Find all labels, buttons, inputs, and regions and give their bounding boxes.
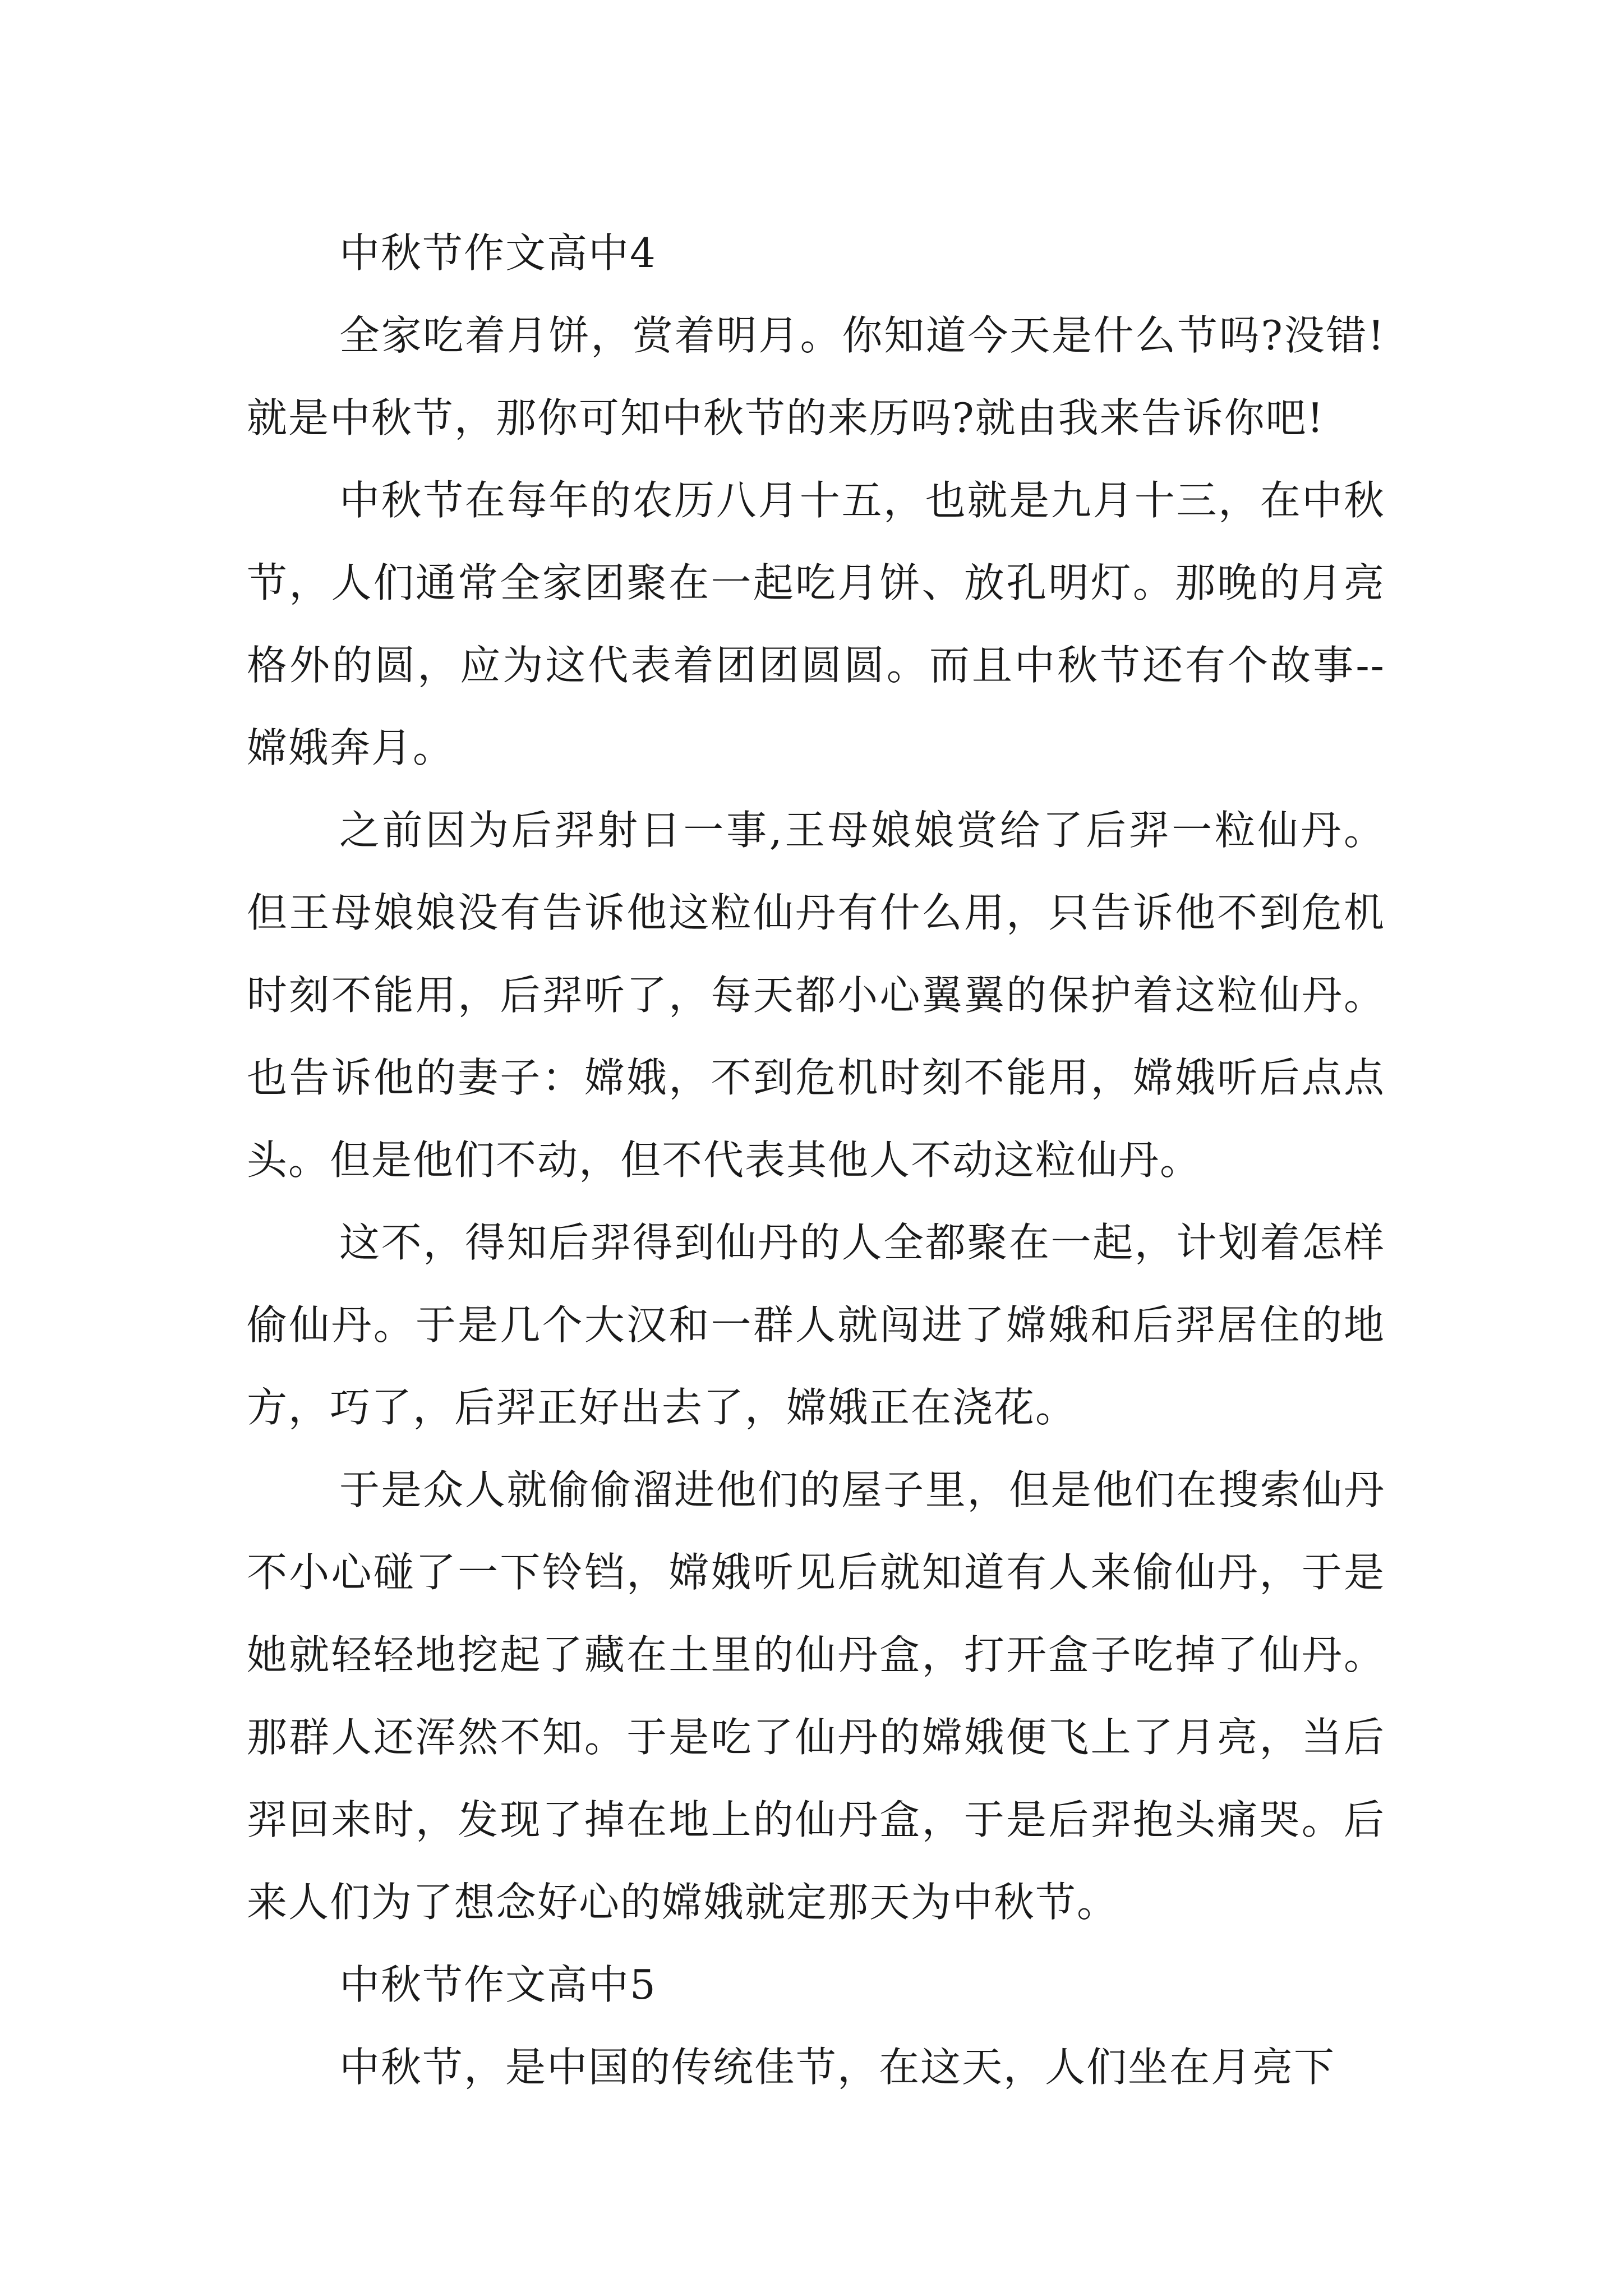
paragraph: 中秋节在每年的农历八月十五，也就是九月十三，在中秋节，人们通常全家团聚在一起吃月饼、放孔明灯。那晚的月亮格外的圆，应为这代表着团团圆圆。而且中秋节还有个故事--嫦娥奔月。 <box>247 477 1385 771</box>
section-heading: 中秋节作文高中4 <box>339 229 657 277</box>
paragraph: 之前因为后羿射日一事,王母娘娘赏给了后羿一粒仙丹。但王母娘娘没有告诉他这粒仙丹有什么用，只告诉他不到危机时刻不能用，后羿听了，每天都小心翼翼的保护着这粒仙丹。也告诉他的妻子：嫦娥，不到危机时刻不能用，嫦娥听后点点头。但是他们不动，但不代表其他人不动这粒仙丹。 <box>247 807 1385 1184</box>
paragraph: 中秋节，是中国的传统佳节，在这天，人们坐在月亮下 <box>339 2044 1336 2091</box>
section-heading: 中秋节作文高中5 <box>339 1961 657 2008</box>
paragraph: 全家吃着月饼，赏着明月。你知道今天是什么节吗?没错!就是中秋节，那你可知中秋节的来历吗?就由我来告诉你吧! <box>247 312 1385 441</box>
paragraph: 于是众人就偷偷溜进他们的屋子里，但是他们在搜索仙丹不小心碰了一下铃铛，嫦娥听见后就知道有人来偷仙丹，于是她就轻轻地挖起了藏在土里的仙丹盒，打开盒子吃掉了仙丹。那群人还浑然不知。于是吃了仙丹的嫦娥便飞上了月亮，当后羿回来时，发现了掉在地上的仙丹盒，于是后羿抱头痛哭。后来人们为了想念好心的嫦娥就定那天为中秋节。 <box>247 1466 1385 1926</box>
paragraph: 这不，得知后羿得到仙丹的人全都聚在一起，计划着怎样偷仙丹。于是几个大汉和一群人就闯进了嫦娥和后羿居住的地方，巧了，后羿正好出去了，嫦娥正在浇花。 <box>247 1219 1385 1431</box>
document-body <box>247 212 1385 2109</box>
